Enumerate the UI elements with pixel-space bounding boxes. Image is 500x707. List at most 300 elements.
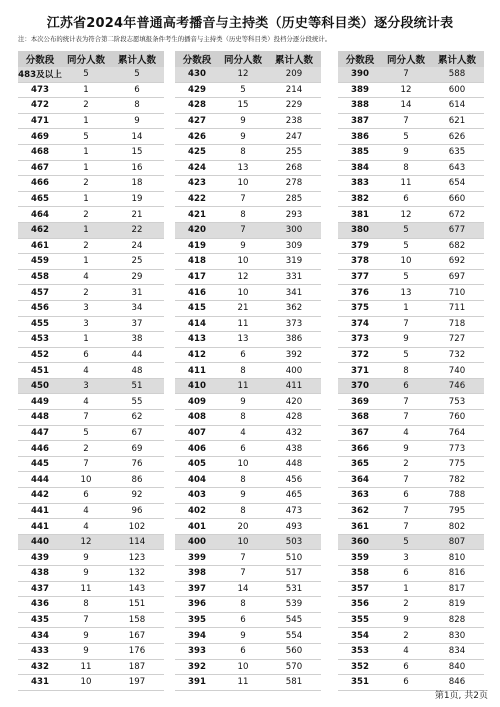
cumulative-cell: 503 (285, 537, 303, 548)
score-cell: 459 (31, 256, 49, 267)
table-row (338, 613, 484, 629)
count-cell: 8 (403, 365, 409, 376)
header-cell: 分数段 (182, 55, 212, 66)
cumulative-cell: 9 (134, 116, 140, 127)
cumulative-cell: 51 (131, 381, 143, 392)
count-cell: 8 (403, 162, 409, 173)
score-cell: 366 (351, 443, 369, 454)
count-cell: 10 (400, 256, 412, 267)
score-cell: 394 (188, 630, 206, 641)
cumulative-cell: 840 (448, 661, 466, 672)
cumulative-cell: 69 (131, 443, 143, 454)
cumulative-cell: 197 (128, 677, 146, 688)
cumulative-cell: 209 (285, 69, 303, 80)
cumulative-cell: 697 (448, 272, 466, 283)
count-cell: 6 (83, 349, 89, 360)
cumulative-cell: 123 (128, 552, 146, 563)
count-cell: 2 (403, 459, 409, 470)
table-row (18, 239, 164, 255)
count-cell: 1 (83, 194, 89, 205)
score-cell: 365 (351, 459, 369, 470)
table-row (175, 550, 321, 566)
cumulative-cell: 268 (285, 162, 303, 173)
score-cell: 352 (351, 661, 369, 672)
score-cell: 363 (351, 490, 369, 501)
cumulative-cell: 18 (131, 178, 143, 189)
table-row (175, 317, 321, 333)
count-cell: 8 (240, 505, 246, 516)
cumulative-cell: 373 (285, 318, 303, 329)
table-row (18, 254, 164, 270)
cumulative-cell: 411 (285, 381, 303, 392)
cumulative-cell: 718 (448, 318, 466, 329)
score-cell: 430 (188, 69, 206, 80)
table-row (175, 363, 321, 379)
table-row (18, 161, 164, 177)
page-title: 江苏省2024年普通高考播音与主持类（历史等科目类）逐分段统计表 (46, 16, 454, 31)
cumulative-cell: 660 (448, 194, 466, 205)
count-cell: 12 (80, 537, 92, 548)
score-cell: 372 (351, 349, 369, 360)
cumulative-cell: 255 (285, 147, 303, 158)
score-cell: 401 (188, 521, 206, 532)
cumulative-cell: 67 (131, 427, 143, 438)
cumulative-cell: 247 (285, 131, 303, 142)
score-cell: 395 (188, 615, 206, 626)
score-cell: 428 (188, 100, 206, 111)
score-cell: 429 (188, 84, 206, 95)
score-cell: 422 (188, 194, 206, 205)
count-cell: 2 (83, 443, 89, 454)
count-cell: 11 (80, 583, 92, 594)
count-cell: 7 (403, 318, 409, 329)
table-row (175, 457, 321, 473)
score-cell: 353 (351, 646, 369, 657)
score-cell: 364 (351, 474, 369, 485)
score-cell: 445 (31, 459, 49, 470)
count-cell: 6 (240, 646, 246, 657)
table-row (18, 207, 164, 223)
count-cell: 13 (237, 334, 249, 345)
count-cell: 5 (83, 427, 89, 438)
table-row (18, 426, 164, 442)
cumulative-cell: 539 (285, 599, 303, 610)
score-cell: 355 (351, 615, 369, 626)
count-cell: 4 (403, 427, 409, 438)
count-cell: 6 (403, 677, 409, 688)
table-row (175, 675, 321, 691)
cumulative-cell: 214 (285, 84, 303, 95)
score-cell: 370 (351, 381, 369, 392)
score-cell: 436 (31, 599, 49, 610)
table-row (18, 519, 164, 535)
score-cell: 398 (188, 568, 206, 579)
cumulative-cell: 775 (448, 459, 466, 470)
score-cell: 413 (188, 334, 206, 345)
table-row (175, 628, 321, 644)
count-cell: 7 (403, 116, 409, 127)
table-row (18, 613, 164, 629)
header-cell: 分数段 (25, 55, 55, 66)
cumulative-cell: 677 (448, 225, 466, 236)
cumulative-cell: 114 (128, 537, 146, 548)
count-cell: 10 (237, 661, 249, 672)
table-row (338, 566, 484, 582)
cumulative-cell: 38 (131, 334, 143, 345)
count-cell: 9 (403, 443, 409, 454)
count-cell: 7 (240, 225, 246, 236)
count-cell: 20 (237, 521, 249, 532)
score-cell: 392 (188, 661, 206, 672)
score-table-column-2 (175, 51, 321, 691)
score-cell: 367 (351, 427, 369, 438)
score-cell: 371 (351, 365, 369, 376)
score-cell: 374 (351, 318, 369, 329)
cumulative-cell: 654 (448, 178, 466, 189)
score-cell: 449 (31, 396, 49, 407)
cumulative-cell: 341 (285, 287, 303, 298)
table-row (175, 145, 321, 161)
table-row (18, 582, 164, 598)
cumulative-cell: 19 (131, 194, 143, 205)
score-cell: 408 (188, 412, 206, 423)
count-cell: 6 (403, 490, 409, 501)
table-row (338, 441, 484, 457)
cumulative-cell: 788 (448, 490, 466, 501)
count-cell: 9 (240, 116, 246, 127)
score-cell: 424 (188, 162, 206, 173)
score-cell: 362 (351, 505, 369, 516)
table-row (18, 83, 164, 99)
count-cell: 11 (237, 381, 249, 392)
header-cell: 同分人数 (223, 55, 262, 66)
cumulative-cell: 400 (285, 365, 303, 376)
score-cell: 368 (351, 412, 369, 423)
header-cell: 累计人数 (117, 55, 156, 66)
table-row (175, 504, 321, 520)
cumulative-cell: 740 (448, 365, 466, 376)
cumulative-cell: 493 (285, 521, 303, 532)
header-cell: 同分人数 (386, 55, 425, 66)
score-cell: 471 (31, 116, 49, 127)
cumulative-cell: 817 (448, 583, 466, 594)
cumulative-cell: 319 (285, 256, 303, 267)
cumulative-cell: 830 (448, 630, 466, 641)
count-cell: 3 (83, 318, 89, 329)
count-cell: 1 (83, 162, 89, 173)
table-row (338, 550, 484, 566)
count-cell: 2 (83, 178, 89, 189)
count-cell: 9 (83, 646, 89, 657)
cumulative-cell: 92 (131, 490, 143, 501)
score-cell: 384 (351, 162, 369, 173)
score-cell: 414 (188, 318, 206, 329)
table-row (338, 254, 484, 270)
count-cell: 3 (403, 552, 409, 563)
table-row (338, 628, 484, 644)
table-row (338, 145, 484, 161)
score-cell: 385 (351, 147, 369, 158)
table-row (175, 410, 321, 426)
count-cell: 6 (83, 490, 89, 501)
score-cell: 434 (31, 630, 49, 641)
count-cell: 11 (80, 661, 92, 672)
cumulative-cell: 386 (285, 334, 303, 345)
count-cell: 15 (237, 100, 249, 111)
cumulative-cell: 510 (285, 552, 303, 563)
count-cell: 4 (83, 521, 89, 532)
table-row (338, 457, 484, 473)
cumulative-cell: 692 (448, 256, 466, 267)
table-row (18, 67, 164, 83)
count-cell: 6 (403, 568, 409, 579)
score-cell: 447 (31, 427, 49, 438)
table-row (175, 660, 321, 676)
cumulative-cell: 560 (285, 646, 303, 657)
count-cell: 12 (400, 84, 412, 95)
table-row (18, 488, 164, 504)
cumulative-cell: 517 (285, 568, 303, 579)
table-row (18, 410, 164, 426)
table-row (338, 239, 484, 255)
count-cell: 5 (403, 131, 409, 142)
header-cell: 分数段 (345, 55, 375, 66)
table-row (175, 644, 321, 660)
table-row (338, 488, 484, 504)
score-cell: 435 (31, 615, 49, 626)
count-cell: 6 (403, 661, 409, 672)
table-row (338, 161, 484, 177)
score-cell: 388 (351, 100, 369, 111)
cumulative-cell: 626 (448, 131, 466, 142)
count-cell: 7 (240, 568, 246, 579)
count-cell: 7 (403, 474, 409, 485)
count-cell: 4 (83, 396, 89, 407)
cumulative-cell: 5 (134, 69, 140, 80)
count-cell: 7 (403, 396, 409, 407)
score-cell: 405 (188, 459, 206, 470)
table-row (175, 129, 321, 145)
score-cell: 427 (188, 116, 206, 127)
cumulative-cell: 828 (448, 615, 466, 626)
count-cell: 6 (403, 381, 409, 392)
table-row (18, 192, 164, 208)
cumulative-cell: 682 (448, 240, 466, 251)
cumulative-cell: 25 (131, 256, 143, 267)
table-row (338, 426, 484, 442)
score-cell: 426 (188, 131, 206, 142)
cumulative-cell: 531 (285, 583, 303, 594)
count-cell: 5 (403, 225, 409, 236)
table-row (338, 363, 484, 379)
cumulative-cell: 14 (131, 131, 143, 142)
table-header (18, 51, 164, 67)
cumulative-cell: 34 (131, 303, 143, 314)
score-cell: 439 (31, 552, 49, 563)
score-cell: 467 (31, 162, 49, 173)
table-row (18, 301, 164, 317)
score-cell: 411 (188, 365, 206, 376)
count-cell: 7 (240, 194, 246, 205)
count-cell: 2 (83, 240, 89, 251)
count-cell: 5 (403, 272, 409, 283)
table-row (175, 192, 321, 208)
table-row (175, 223, 321, 239)
cumulative-cell: 600 (448, 84, 466, 95)
table-row (175, 161, 321, 177)
table-row (18, 644, 164, 660)
score-cell: 466 (31, 178, 49, 189)
cumulative-cell: 102 (128, 521, 146, 532)
cumulative-cell: 187 (128, 661, 146, 672)
table-row (338, 394, 484, 410)
count-cell: 2 (403, 630, 409, 641)
cumulative-cell: 176 (128, 646, 146, 657)
table-row (175, 472, 321, 488)
count-cell: 9 (240, 131, 246, 142)
score-cell: 465 (31, 194, 49, 205)
table-row (175, 566, 321, 582)
score-cell: 417 (188, 272, 206, 283)
table-row (18, 535, 164, 551)
table-row (338, 176, 484, 192)
cumulative-cell: 438 (285, 443, 303, 454)
score-cell: 380 (351, 225, 369, 236)
score-cell: 403 (188, 490, 206, 501)
count-cell: 13 (237, 162, 249, 173)
cumulative-cell: 614 (448, 100, 466, 111)
cumulative-cell: 635 (448, 147, 466, 158)
count-cell: 1 (83, 116, 89, 127)
count-cell: 9 (240, 630, 246, 641)
score-table-column-3 (338, 51, 484, 691)
count-cell: 5 (403, 537, 409, 548)
count-cell: 1 (83, 334, 89, 345)
cumulative-cell: 764 (448, 427, 466, 438)
score-cell: 416 (188, 287, 206, 298)
cumulative-cell: 545 (285, 615, 303, 626)
table-row (18, 504, 164, 520)
table-row (175, 597, 321, 613)
score-cell: 458 (31, 272, 49, 283)
count-cell: 12 (400, 209, 412, 220)
score-cell: 451 (31, 365, 49, 376)
score-cell: 410 (188, 381, 206, 392)
count-cell: 7 (83, 615, 89, 626)
count-cell: 9 (403, 147, 409, 158)
table-row (175, 519, 321, 535)
count-cell: 4 (83, 365, 89, 376)
cumulative-cell: 37 (131, 318, 143, 329)
count-cell: 10 (237, 256, 249, 267)
cumulative-cell: 554 (285, 630, 303, 641)
score-cell: 420 (188, 225, 206, 236)
cumulative-cell: 816 (448, 568, 466, 579)
count-cell: 12 (237, 69, 249, 80)
header-cell: 同分人数 (66, 55, 105, 66)
count-cell: 3 (83, 303, 89, 314)
cumulative-cell: 711 (448, 303, 466, 314)
table-row (338, 223, 484, 239)
count-cell: 9 (83, 552, 89, 563)
table-row (338, 285, 484, 301)
cumulative-cell: 331 (285, 272, 303, 283)
score-cell: 386 (351, 131, 369, 142)
count-cell: 5 (240, 84, 246, 95)
count-cell: 21 (237, 303, 249, 314)
score-cell: 415 (188, 303, 206, 314)
count-cell: 10 (80, 677, 92, 688)
count-cell: 2 (83, 287, 89, 298)
count-cell: 10 (80, 474, 92, 485)
count-cell: 1 (83, 84, 89, 95)
table-row (338, 519, 484, 535)
score-cell: 391 (188, 677, 206, 688)
table-row (175, 348, 321, 364)
score-cell: 356 (351, 599, 369, 610)
table-row (18, 98, 164, 114)
count-cell: 6 (240, 349, 246, 360)
count-cell: 6 (240, 615, 246, 626)
table-row (18, 114, 164, 130)
score-cell: 389 (351, 84, 369, 95)
cumulative-cell: 167 (128, 630, 146, 641)
cumulative-cell: 151 (128, 599, 146, 610)
score-cell: 383 (351, 178, 369, 189)
table-row (18, 550, 164, 566)
score-cell: 432 (31, 661, 49, 672)
cumulative-cell: 456 (285, 474, 303, 485)
count-cell: 1 (403, 583, 409, 594)
table-row (338, 301, 484, 317)
score-cell: 444 (31, 474, 49, 485)
table-row (18, 270, 164, 286)
table-note: 注：本次公布的统计表为符合第二阶段志愿填报条件考生的播音与主持类（历史等科目类）投档分逐分段统计。 (18, 35, 332, 43)
table-row (175, 488, 321, 504)
score-cell: 441 (31, 505, 49, 516)
cumulative-cell: 420 (285, 396, 303, 407)
table-row (18, 457, 164, 473)
score-cell: 354 (351, 630, 369, 641)
table-row (175, 83, 321, 99)
cumulative-cell: 16 (131, 162, 143, 173)
cumulative-cell: 782 (448, 474, 466, 485)
cumulative-cell: 570 (285, 661, 303, 672)
score-cell: 357 (351, 583, 369, 594)
table-row (338, 410, 484, 426)
count-cell: 2 (83, 100, 89, 111)
page-footer: 第1页, 共2页 (434, 691, 488, 701)
score-cell: 425 (188, 147, 206, 158)
count-cell: 10 (237, 459, 249, 470)
table-row (18, 597, 164, 613)
table-row (18, 176, 164, 192)
cumulative-cell: 229 (285, 100, 303, 111)
cumulative-cell: 143 (128, 583, 146, 594)
count-cell: 9 (240, 490, 246, 501)
score-cell: 468 (31, 147, 49, 158)
score-cell: 483及以上 (18, 70, 62, 81)
table-row (338, 348, 484, 364)
count-cell: 8 (240, 365, 246, 376)
cumulative-cell: 285 (285, 194, 303, 205)
count-cell: 1 (403, 303, 409, 314)
score-cell: 397 (188, 583, 206, 594)
score-cell: 446 (31, 443, 49, 454)
table-row (338, 270, 484, 286)
table-row (18, 660, 164, 676)
table-row (175, 613, 321, 629)
